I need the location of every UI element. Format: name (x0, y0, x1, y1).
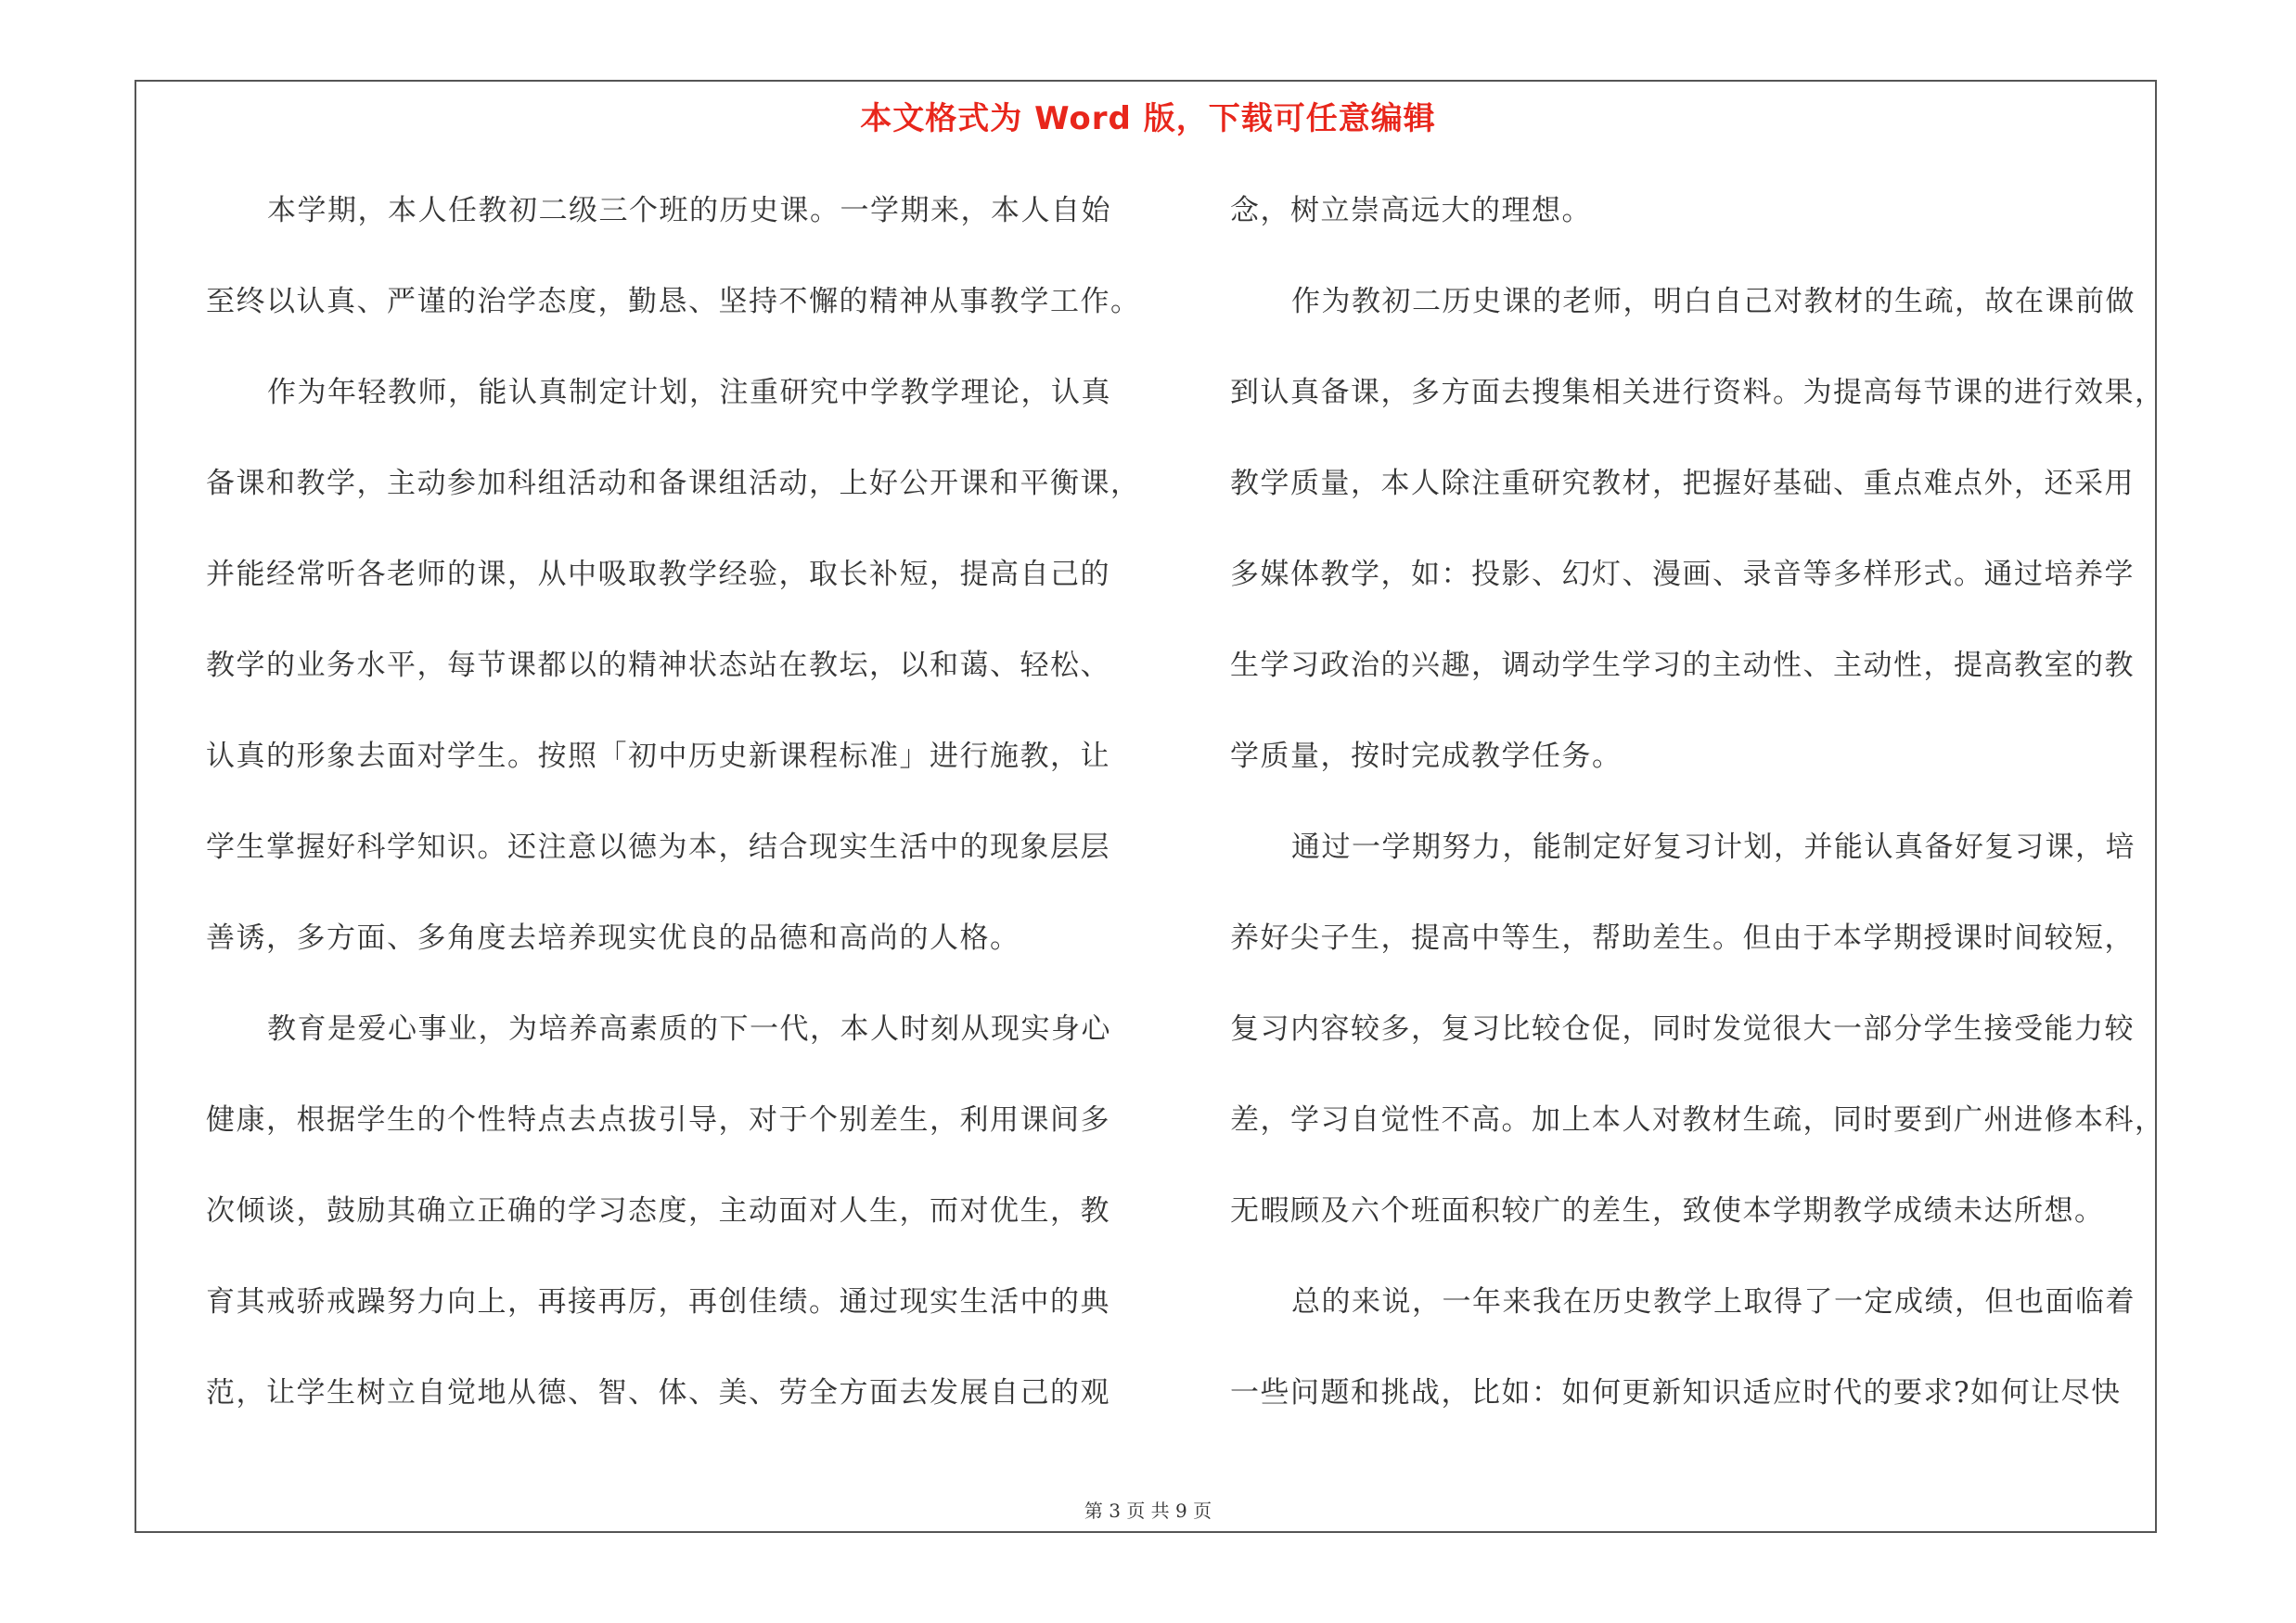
paragraph-line: 多媒体教学，如：投影、幻灯、漫画、录音等多样形式。通过培养学 (1230, 558, 2135, 591)
paragraph-line: 并能经常听各老师的课，从中吸取教学经验，取长补短，提高自己的 (206, 558, 1110, 591)
word-format-note: 本文格式为 Word 版，下载可任意编辑 (860, 100, 1436, 137)
paragraph-line: 学生掌握好科学知识。还注意以德为本，结合现实生活中的现象层层 (206, 831, 1110, 864)
paragraph-line: 无暇顾及六个班面积较广的差生，致使本学期教学成绩未达所想。 (1230, 1194, 2105, 1228)
paragraph-line: 至终以认真、严谨的治学态度，勤恳、坚持不懈的精神从事教学工作。 (206, 285, 1141, 318)
paragraph-line: 总的来说，一年来我在历史教学上取得了一定成绩，但也面临着 (1291, 1285, 2136, 1319)
paragraph-line: 一些问题和挑战，比如：如何更新知识适应时代的要求?如何让尽快 (1230, 1376, 2122, 1410)
paragraph-line: 学质量，按时完成教学任务。 (1230, 740, 1623, 773)
paragraph-line: 作为年轻教师，能认真制定计划，注重研究中学教学理论，认真 (267, 376, 1111, 409)
paragraph-line: 本学期，本人任教初二级三个班的历史课。一学期来，本人自始 (267, 194, 1111, 227)
paragraph-line: 通过一学期努力，能制定好复习计划，并能认真备好复习课，培 (1291, 831, 2136, 864)
paragraph-line: 到认真备课，多方面去搜集相关进行资料。为提高每节课的进行效果， (1230, 376, 2165, 409)
paragraph-line: 差，学习自觉性不高。加上本人对教材生疏，同时要到广州进修本科， (1230, 1103, 2165, 1137)
paragraph-line: 念，树立崇高远大的理想。 (1230, 194, 1592, 227)
paragraph-line: 次倾谈，鼓励其确立正确的学习态度，主动面对人生，而对优生，教 (206, 1194, 1110, 1228)
right-text-column (1230, 186, 2165, 1459)
paragraph-line: 范，让学生树立自觉地从德、智、体、美、劳全方面去发展自己的观 (206, 1376, 1110, 1410)
paragraph-line: 生学习政治的兴趣，调动学生学习的主动性、主动性，提高教室的教 (1230, 649, 2135, 682)
paragraph-line: 善诱，多方面、多角度去培养现实优良的品德和高尚的人格。 (206, 921, 1020, 955)
paragraph-line: 教育是爱心事业，为培养高素质的下一代，本人时刻从现实身心 (267, 1012, 1111, 1046)
paragraph-line: 教学的业务水平，每节课都以的精神状态站在教坛，以和蔼、轻松、 (206, 649, 1110, 682)
page-number: 第 3 页 共 9 页 (1084, 1500, 1212, 1522)
left-text-column (206, 186, 1141, 1459)
paragraph-line: 作为教初二历史课的老师，明白自己对教材的生疏，故在课前做 (1291, 285, 2136, 318)
paragraph-line: 备课和教学，主动参加科组活动和备课组活动，上好公开课和平衡课， (206, 467, 1141, 500)
paragraph-line: 养好尖子生，提高中等生，帮助差生。但由于本学期授课时间较短， (1230, 921, 2135, 955)
paragraph-line: 复习内容较多，复习比较仓促，同时发觉很大一部分学生接受能力较 (1230, 1012, 2135, 1046)
paragraph-line: 健康，根据学生的个性特点去点拔引导，对于个别差生，利用课间多 (206, 1103, 1110, 1137)
paragraph-line: 认真的形象去面对学生。按照「初中历史新课程标准」进行施教，让 (206, 740, 1110, 773)
paragraph-line: 教学质量，本人除注重研究教材，把握好基础、重点难点外，还采用 (1230, 467, 2135, 500)
paragraph-line: 育其戒骄戒躁努力向上，再接再厉，再创佳绩。通过现实生活中的典 (206, 1285, 1110, 1319)
